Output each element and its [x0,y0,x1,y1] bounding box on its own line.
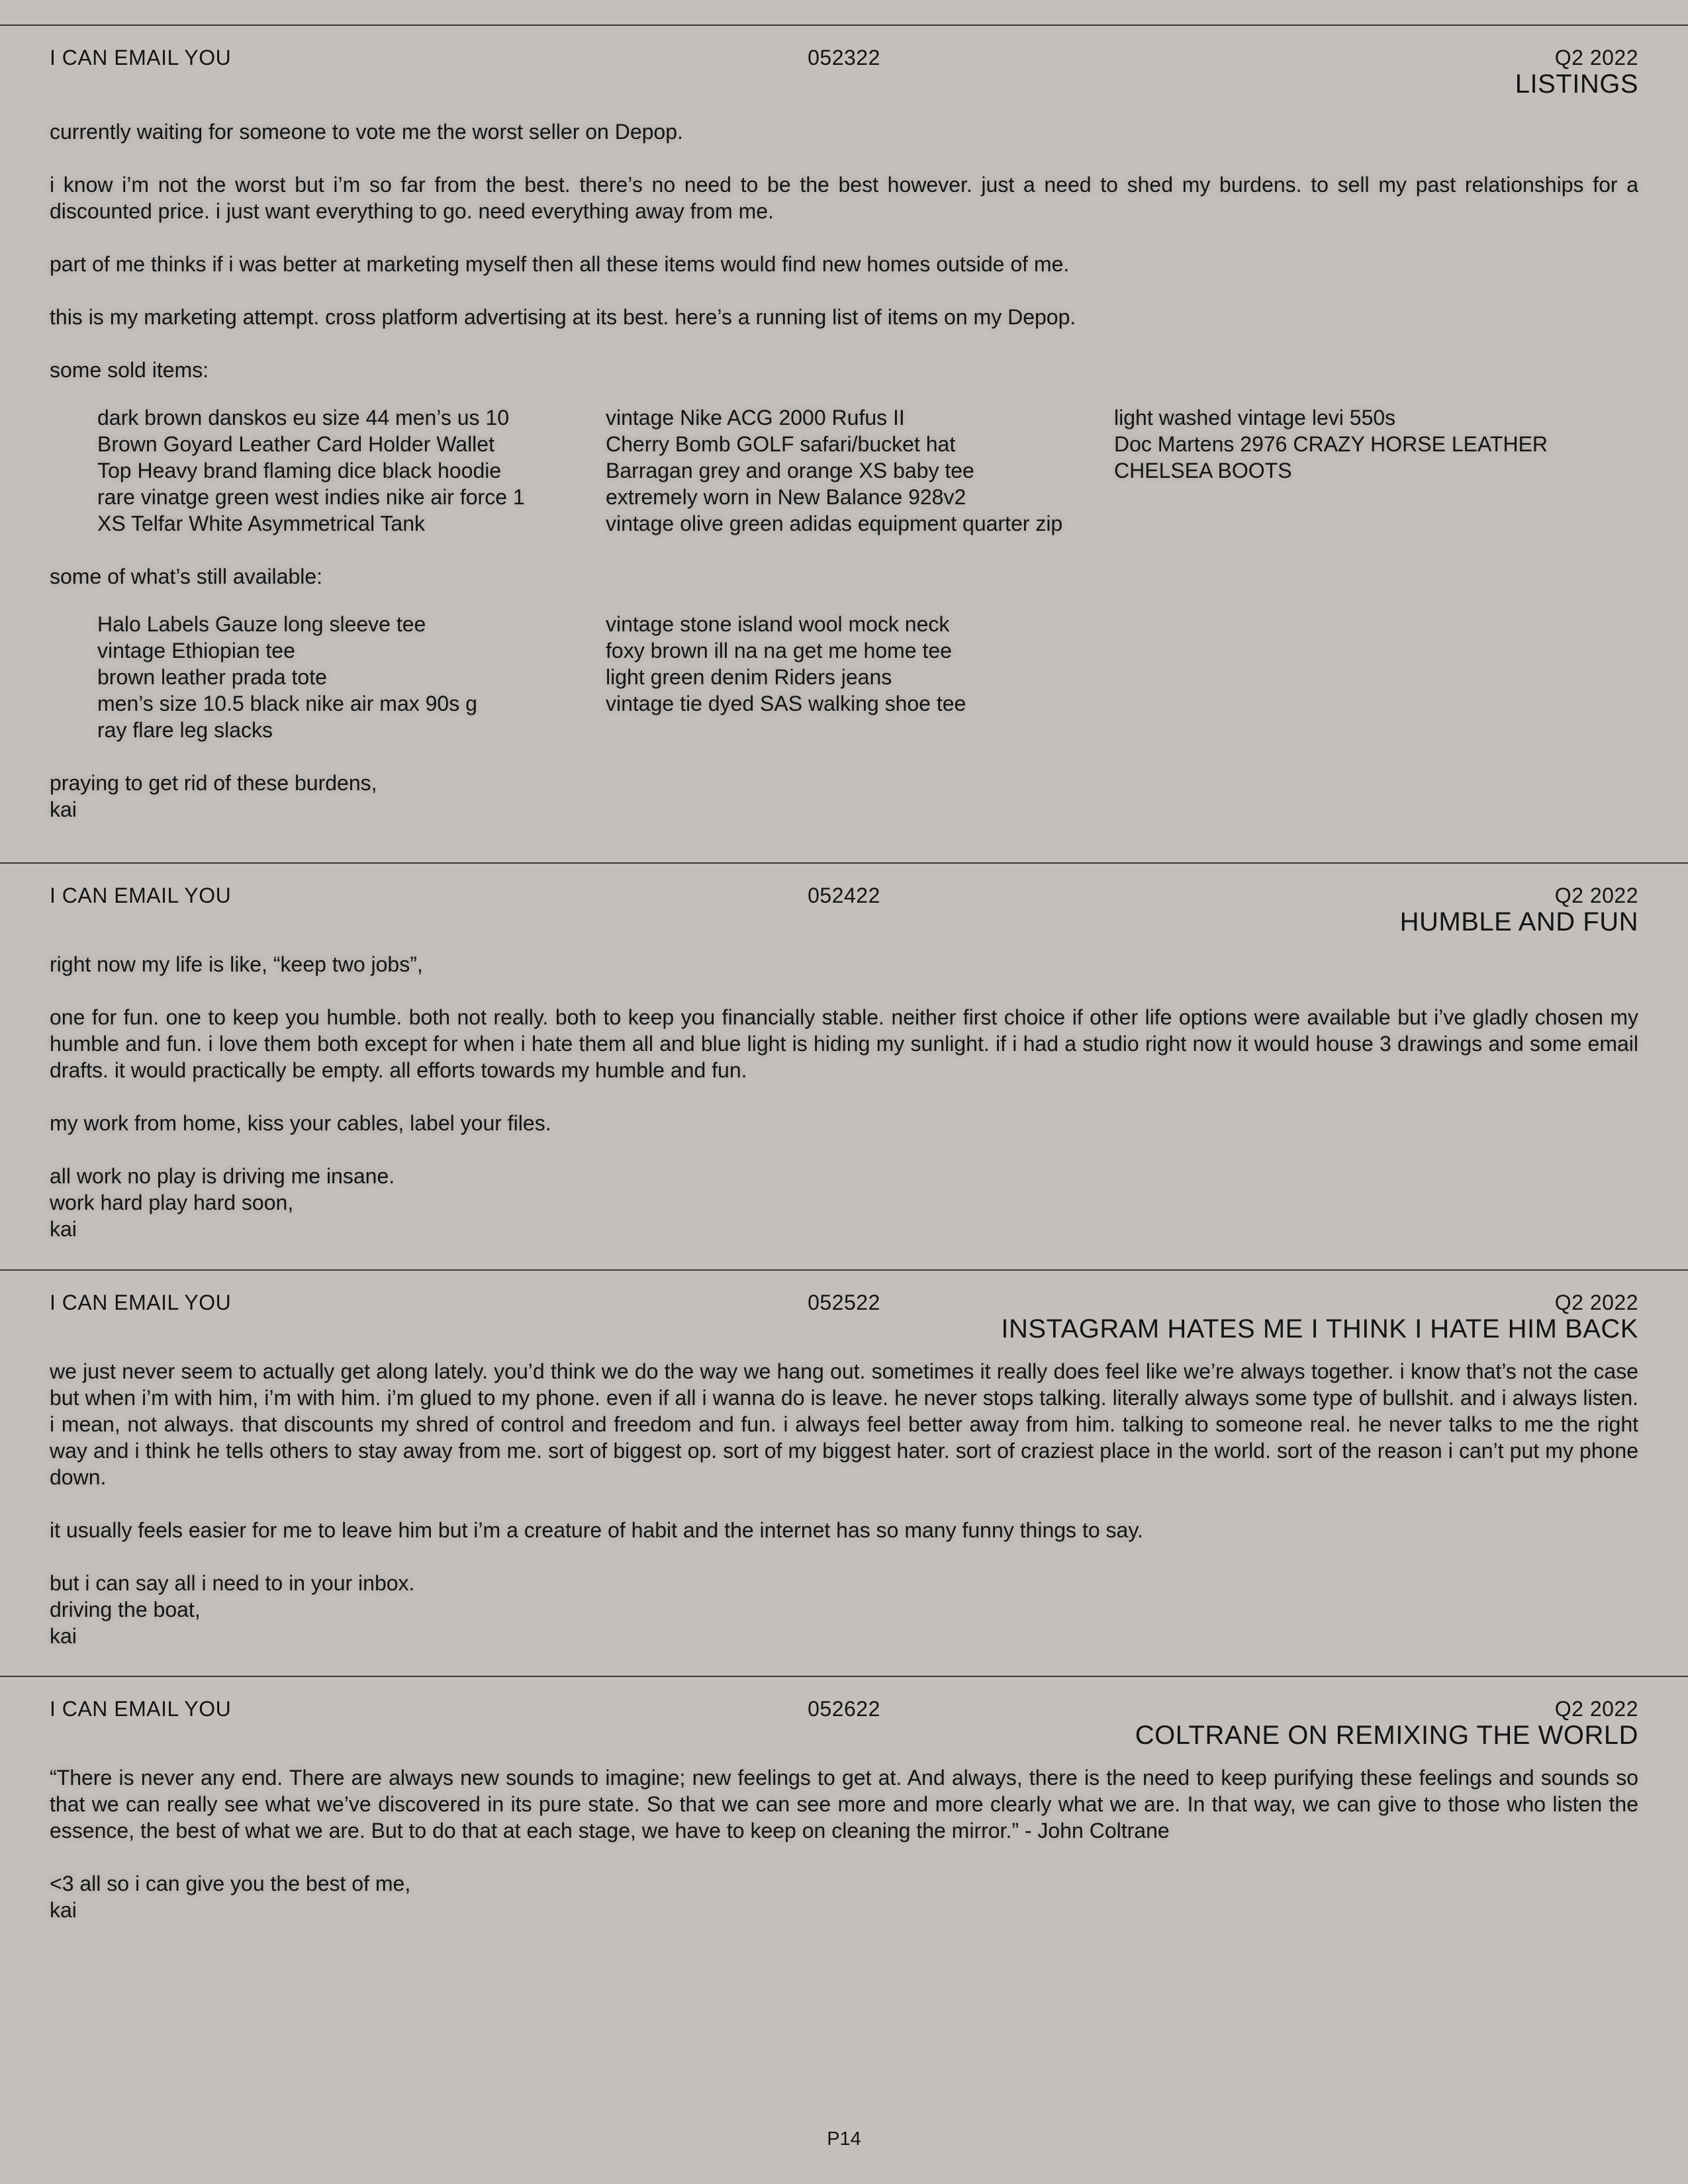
list-item: Brown Goyard Leather Card Holder Wallet [97,432,494,456]
sold-items-column [1114,404,1622,537]
date-code: 052522 [808,1291,880,1314]
signoff-line: praying to get rid of these burdens, [50,771,377,795]
entry-subject: INSTAGRAM HATES ME I THINK I HATE HIM BACK [1001,1314,1638,1343]
sold-items-column [606,404,1114,537]
signoff-line: all work no play is driving me insane. [50,1164,395,1188]
paragraph: my work from home, kiss your cables, label your files. [50,1111,551,1135]
list-item: men’s size 10.5 black nike air max 90s g [97,692,477,715]
page-number: P14 [827,2128,861,2150]
list-item: Doc Martens 2976 CRAZY HORSE LEATHER [1114,432,1548,456]
date-code: 052622 [808,1697,880,1721]
entry-subject: LISTINGS [1515,69,1638,99]
publication-name: I CAN EMAIL YOU [50,1697,232,1721]
paragraph: one for fun. one to keep you humble. both not really. both to keep you financially stable. neither first choice if other life options were available but i’ve gladly chosen my humble and fun. i love them both except for when i hate them all and blue light is hiding my sunlight. if i had a studio right now it would house 3 drawings and some email drafts. it would practically be empty. all efforts towards my humble and fun. [50,1005,1638,1082]
paragraph: this is my marketing attempt. cross platform advertising at its best. here’s a running list of items on my Depop. [50,305,1076,329]
list-item: CHELSEA BOOTS [1114,459,1292,482]
entry-body [50,951,1638,1242]
publication-name: I CAN EMAIL YOU [50,1291,232,1314]
entry-body [50,118,1638,823]
list-item: dark brown danskos eu size 44 men’s us 10 [97,406,509,430]
signoff-line: work hard play hard soon, [50,1191,294,1214]
entry-body [50,1764,1638,1923]
available-items-list [97,611,1638,743]
available-items-label: some of what’s still available: [50,565,323,588]
signoff-line: <3 all so i can give you the best of me, [50,1872,411,1895]
available-items-column [606,611,1114,743]
signature: kai [50,797,77,821]
list-item: vintage tie dyed SAS walking shoe tee [606,692,966,715]
date-code: 052422 [808,884,880,907]
signoff [50,770,1638,823]
list-item: rare vinatge green west indies nike air force 1 [97,485,525,509]
date-code: 052322 [808,46,880,69]
list-item: Halo Labels Gauze long sleeve tee [97,612,426,636]
paragraph: we just never seem to actually get along lately. you’d think we do the way we hang out. sometimes it really does feel like we’re always together. i know that’s not the case but when i’m with him, i’m with him. i’m glued to my phone. even if all i wanna do is leave. he never stops talking. literally always some type of bullshit. and i always listen. i mean, not always. that discounts my shred of control and freedom and fun. i always feel better away from him. talking to someone real. he never talks to me the right way and i think he tells others to stay away from me. sort of biggest op. sort of my biggest hater. sort of craziest place in the world. sort of the reason i can’t put my phone down. [50,1359,1638,1489]
entry-humble-and-fun [0,862,1688,1270]
paragraph: it usually feels easier for me to leave him but i’m a creature of habit and the internet has so many funny things to say. [50,1518,1143,1542]
quarter-label: Q2 2022 [1554,1291,1638,1314]
signoff-line: but i can say all i need to in your inbox. [50,1571,415,1595]
entry-coltrane [0,1676,1688,2073]
list-item: vintage stone island wool mock neck [606,612,950,636]
paragraph: part of me thinks if i was better at marketing myself then all these items would find new homes outside of me. [50,252,1070,276]
list-item: Cherry Bomb GOLF safari/bucket hat [606,432,956,456]
entry-body [50,1358,1638,1649]
signoff [50,1870,1638,1923]
entry-listings [0,24,1688,864]
list-item: vintage Nike ACG 2000 Rufus II [606,406,905,430]
available-items-column [97,611,606,743]
list-item: XS Telfar White Asymmetrical Tank [97,512,425,535]
signoff [50,1570,1638,1649]
quarter-label: Q2 2022 [1554,884,1638,907]
list-item: light green denim Riders jeans [606,665,892,689]
list-item: foxy brown ill na na get me home tee [606,639,952,662]
signature: kai [50,1217,77,1241]
list-item: extremely worn in New Balance 928v2 [606,485,966,509]
list-item: brown leather prada tote [97,665,327,689]
entry-subject: COLTRANE ON REMIXING THE WORLD [1135,1721,1638,1750]
entry-subject: HUMBLE AND FUN [1399,907,1638,936]
entry-instagram [0,1269,1688,1677]
signoff-line: driving the boat, [50,1598,201,1621]
signoff [50,1163,1638,1242]
publication-name: I CAN EMAIL YOU [50,46,232,69]
signature: kai [50,1898,77,1922]
signature: kai [50,1624,77,1648]
paragraph: currently waiting for someone to vote me the worst seller on Depop. [50,120,683,144]
list-item: vintage olive green adidas equipment quarter zip [606,512,1063,535]
quote-paragraph: “There is never any end. There are always new sounds to imagine; new feelings to get at. And always, there is the need to keep purifying these feelings and sounds so that we can really see what we’ve discovered in its pure state. So that we can see more and more clearly what we are. In that way, we can give to those who listen the essence, the best of what we are. But to do that at each stage, we have to keep on cleaning the mirror.” - John Coltrane [50,1766,1638,1843]
publication-name: I CAN EMAIL YOU [50,884,232,907]
quarter-label: Q2 2022 [1554,46,1638,69]
sold-items-label: some sold items: [50,358,209,382]
list-item: Top Heavy brand flaming dice black hoodie [97,459,502,482]
paragraph: right now my life is like, “keep two jobs”, [50,952,423,976]
sold-items-column [97,404,606,537]
list-item: vintage Ethiopian tee [97,639,295,662]
list-item: ray flare leg slacks [97,718,273,742]
list-item: light washed vintage levi 550s [1114,406,1396,430]
quarter-label: Q2 2022 [1554,1697,1638,1721]
paragraph: i know i’m not the worst but i’m so far from the best. there’s no need to be the best however. just a need to shed my burdens. to sell my past relationships for a discounted price. i just want everything to go. need everything away from me. [50,173,1638,223]
list-item: Barragan grey and orange XS baby tee [606,459,974,482]
sold-items-list [97,404,1638,537]
